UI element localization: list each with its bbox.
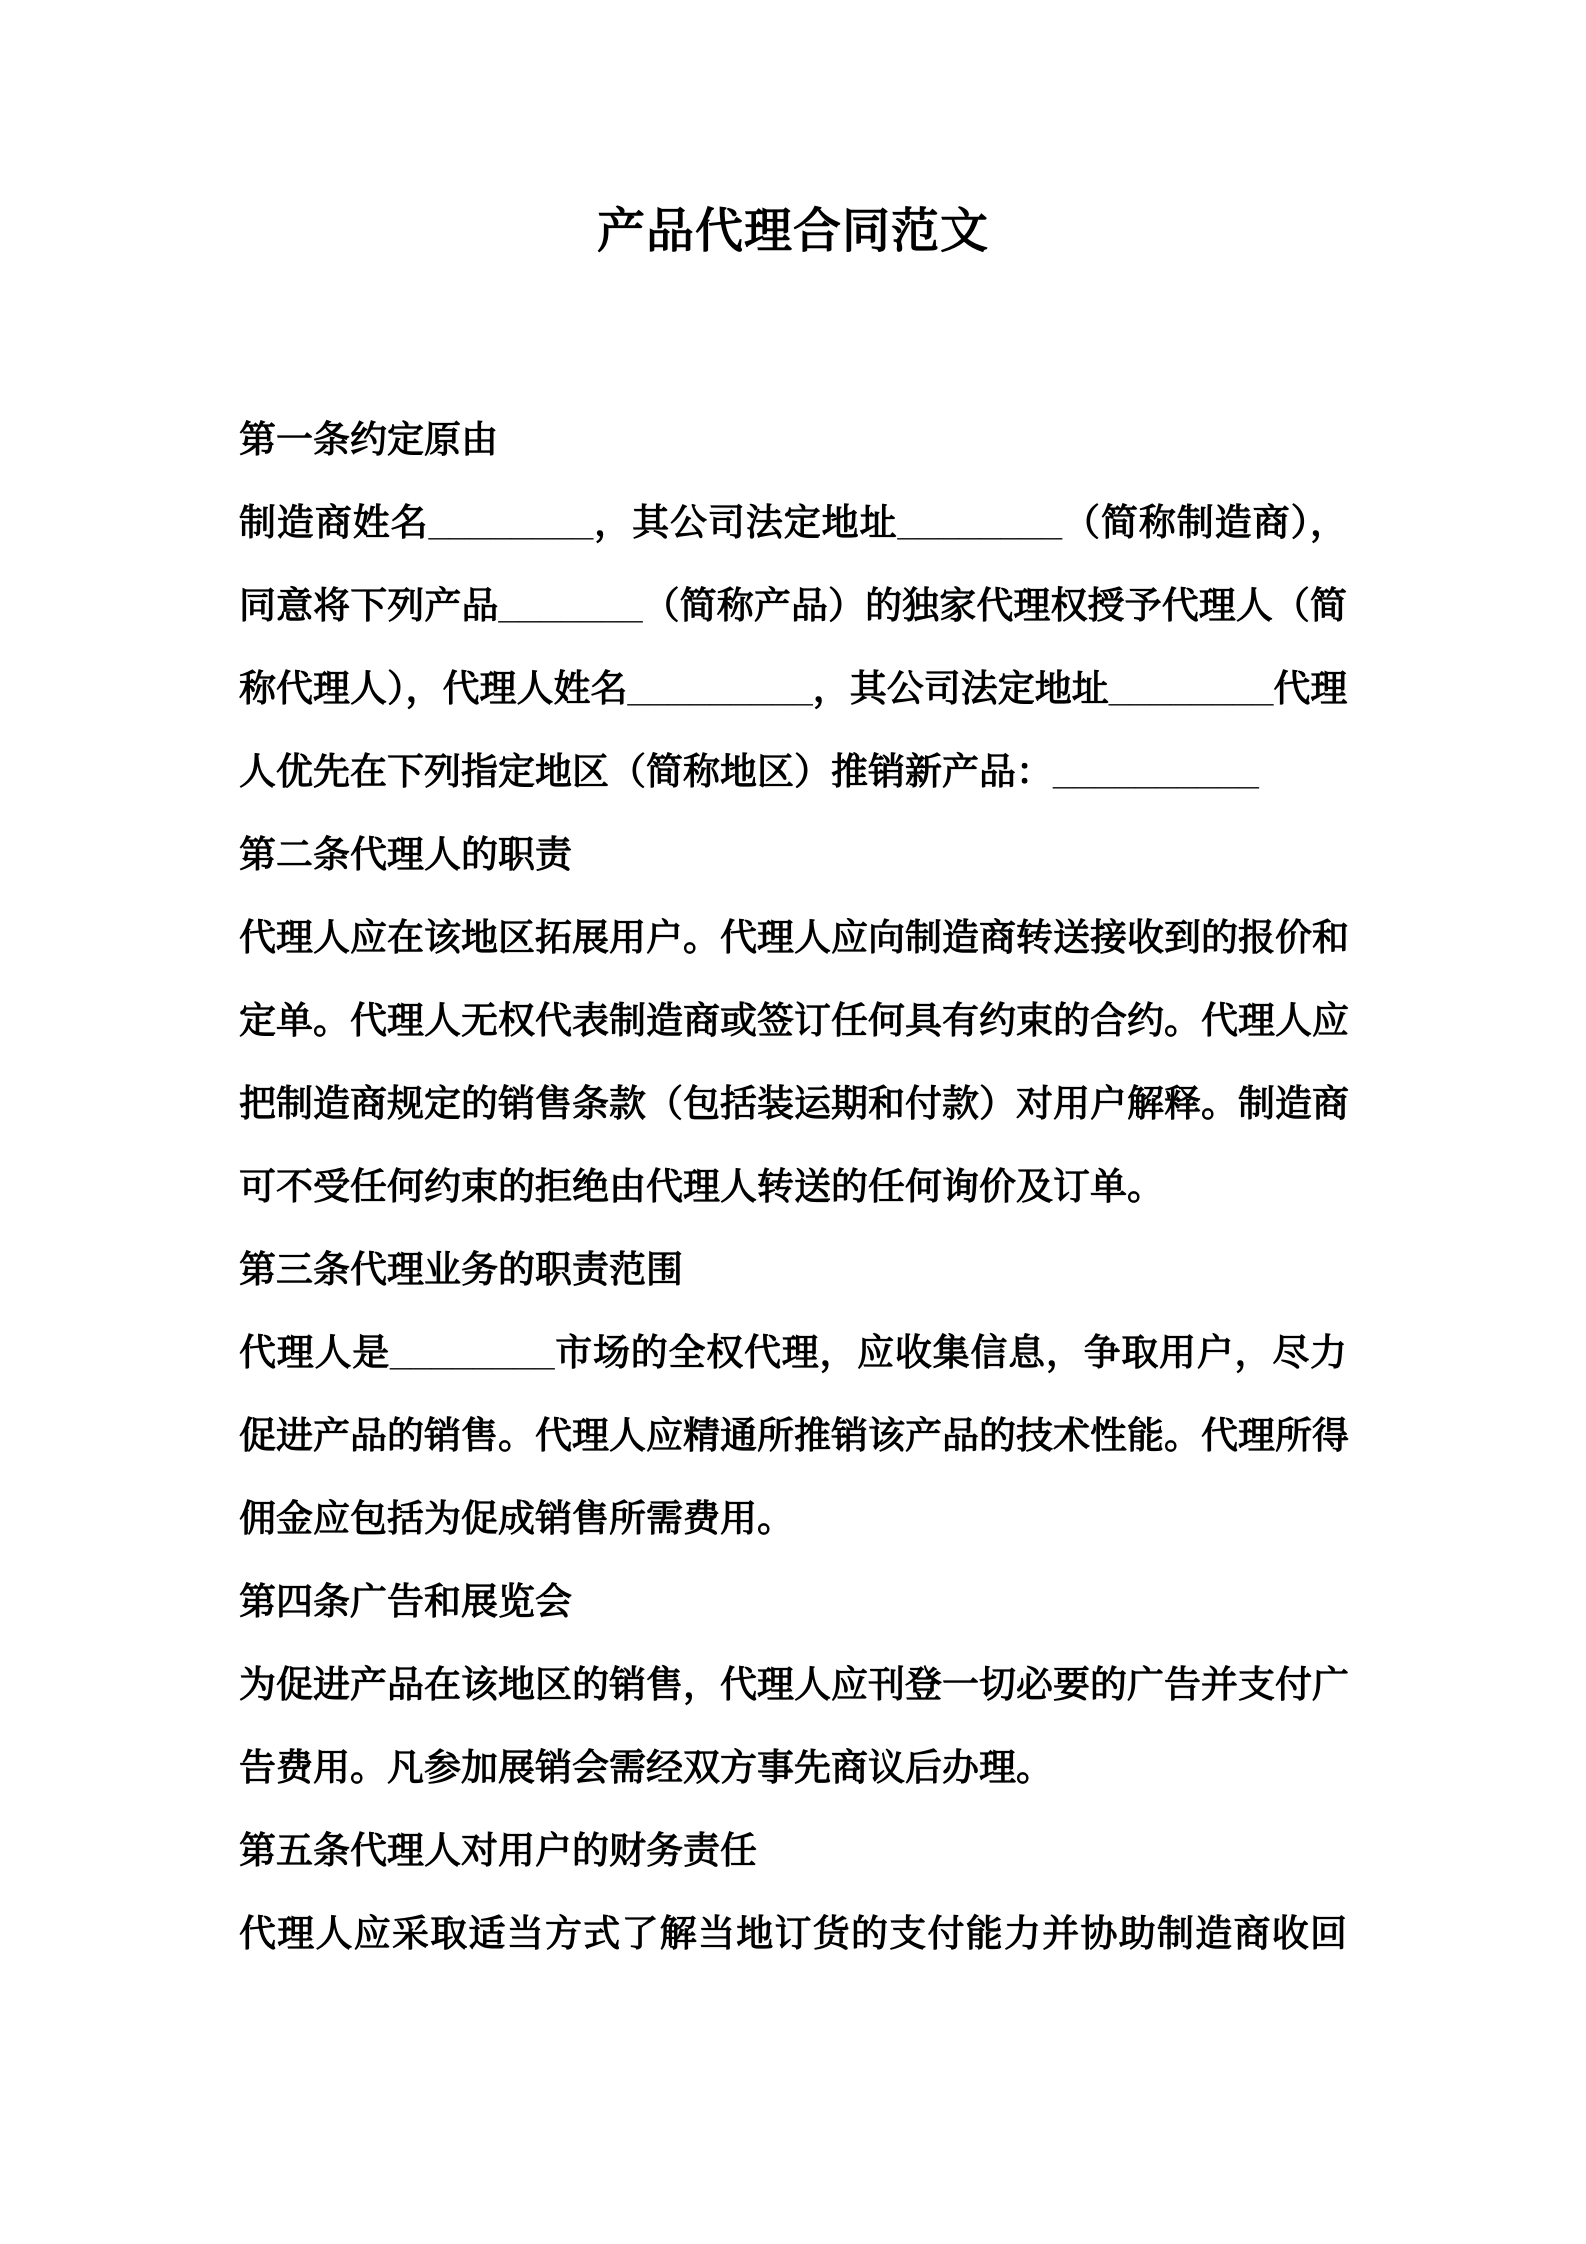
section-heading-clause-4: 第四条广告和展览会 <box>239 1581 572 1622</box>
section-heading-clause-3: 第三条代理业务的职责范围 <box>239 1249 683 1290</box>
paragraph-line: 佣金应包括为促成销售所需费用。 <box>239 1498 794 1539</box>
paragraph-line: 告费用。凡参加展销会需经双方事先商议后办理。 <box>239 1747 1053 1788</box>
document-title: 产品代理合同范文 <box>596 205 989 258</box>
paragraph-line: 把制造商规定的销售条款（包括装运期和付款）对用户解释。制造商 <box>239 1083 1349 1124</box>
paragraph-line: 代理人应采取适当方式了解当地订货的支付能力并协助制造商收回 <box>239 1913 1347 1954</box>
section-heading-clause-2: 第二条代理人的职责 <box>239 834 572 875</box>
document-body <box>239 398 1347 1975</box>
paragraph-line: 同意将下列产品_______（简称产品）的独家代理权授予代理人（简 <box>239 585 1347 626</box>
paragraph-line: 为促进产品在该地区的销售，代理人应刊登一切必要的广告并支付广 <box>239 1664 1349 1705</box>
paragraph-line: 制造商姓名________，其公司法定地址________（简称制造商）， <box>239 502 1347 543</box>
paragraph-line: 人优先在下列指定地区（简称地区）推销新产品：__________ <box>239 751 1259 792</box>
paragraph-line: 定单。代理人无权代表制造商或签订任何具有约束的合约。代理人应 <box>239 1000 1349 1041</box>
paragraph-line: 代理人是________市场的全权代理，应收集信息，争取用户，尽力 <box>239 1332 1347 1373</box>
section-heading-clause-5: 第五条代理人对用户的财务责任 <box>239 1830 757 1871</box>
section-heading-clause-1: 第一条约定原由 <box>239 419 498 460</box>
paragraph-line: 促进产品的销售。代理人应精通所推销该产品的技术性能。代理所得 <box>239 1415 1349 1456</box>
paragraph-line: 称代理人），代理人姓名_________，其公司法定地址________代理 <box>239 668 1348 709</box>
paragraph-line: 可不受任何约束的拒绝由代理人转送的任何询价及订单。 <box>239 1166 1164 1207</box>
paragraph-line: 代理人应在该地区拓展用户。代理人应向制造商转送接收到的报价和 <box>239 917 1349 958</box>
